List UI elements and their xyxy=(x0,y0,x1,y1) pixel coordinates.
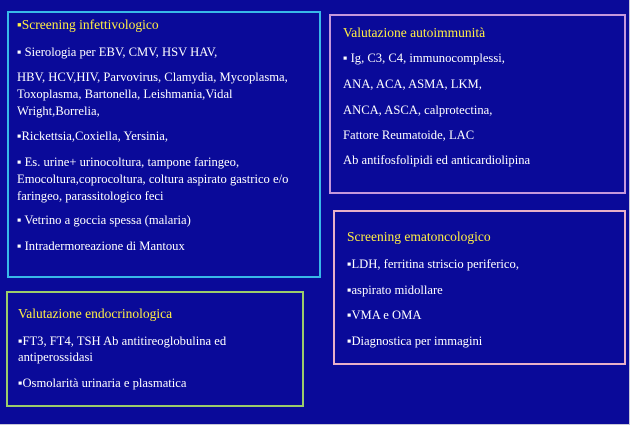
infettivologico-line-6: ▪ Es. urine+ urinocoltura, tampone faringeo, xyxy=(17,155,240,169)
infettivologico-line-1: ▪ Sierologia per EBV, CMV, HSV HAV, xyxy=(17,45,218,59)
autoimmunita-line-4: Fattore Reumatoide, LAC xyxy=(343,128,475,142)
ematoncologico-line-1: ▪LDH, ferritina striscio periferico, xyxy=(347,257,519,271)
infettivologico-line-2: HBV, HCV,HIV, Parvovirus, Clamydia, Mycoplasma, xyxy=(17,70,288,84)
endocrinologica-line-3: ▪Osmolarità urinaria e plasmatica xyxy=(18,376,187,390)
screening-infettivologico-box xyxy=(7,11,321,278)
ematoncologico-line-4: ▪Diagnostica per immagini xyxy=(347,334,483,348)
infettivologico-line-7: Emocoltura,coprocoltura, coltura aspirato gastrico e/o xyxy=(17,172,289,186)
infettivologico-line-4: Wright,Borrelia, xyxy=(17,104,100,118)
screening-ematoncologico-title: Screening ematoncologico xyxy=(347,229,491,244)
infettivologico-line-8: faringeo, parassitologico feci xyxy=(17,189,164,203)
valutazione-autoimmunita-box xyxy=(329,14,626,194)
infettivologico-line-10: ▪ Intradermoreazione di Mantoux xyxy=(17,239,185,253)
autoimmunita-line-3: ANCA, ASCA, calprotectina, xyxy=(343,103,493,117)
ematoncologico-line-3: ▪VMA e OMA xyxy=(347,308,422,322)
endocrinologica-line-2: antiperossidasi xyxy=(18,350,93,364)
infettivologico-line-5: ▪Rickettsia,Coxiella, Yersinia, xyxy=(17,129,169,143)
infettivologico-line-3: Toxoplasma, Bartonella, Leishmania,Vidal xyxy=(17,87,233,101)
screening-infettivologico-title: ▪Screening infettivologico xyxy=(17,17,159,32)
endocrinologica-line-1: ▪FT3, FT4, TSH Ab antitireoglobulina ed xyxy=(18,334,227,348)
screening-ematoncologico-box xyxy=(333,210,626,365)
valutazione-autoimmunita-title: Valutazione autoimmunità xyxy=(343,25,486,40)
autoimmunita-line-1: ▪ Ig, C3, C4, immunocomplessi, xyxy=(343,51,505,65)
ematoncologico-line-2: ▪aspirato midollare xyxy=(347,283,443,297)
autoimmunita-line-5: Ab antifosfolipidi ed anticardiolipina xyxy=(343,153,531,167)
infettivologico-line-9: ▪ Vetrino a goccia spessa (malaria) xyxy=(17,213,191,227)
valutazione-endocrinologica-box xyxy=(6,291,304,407)
autoimmunita-line-2: ANA, ACA, ASMA, LKM, xyxy=(343,77,482,91)
valutazione-endocrinologica-title: Valutazione endocrinologica xyxy=(18,306,173,321)
